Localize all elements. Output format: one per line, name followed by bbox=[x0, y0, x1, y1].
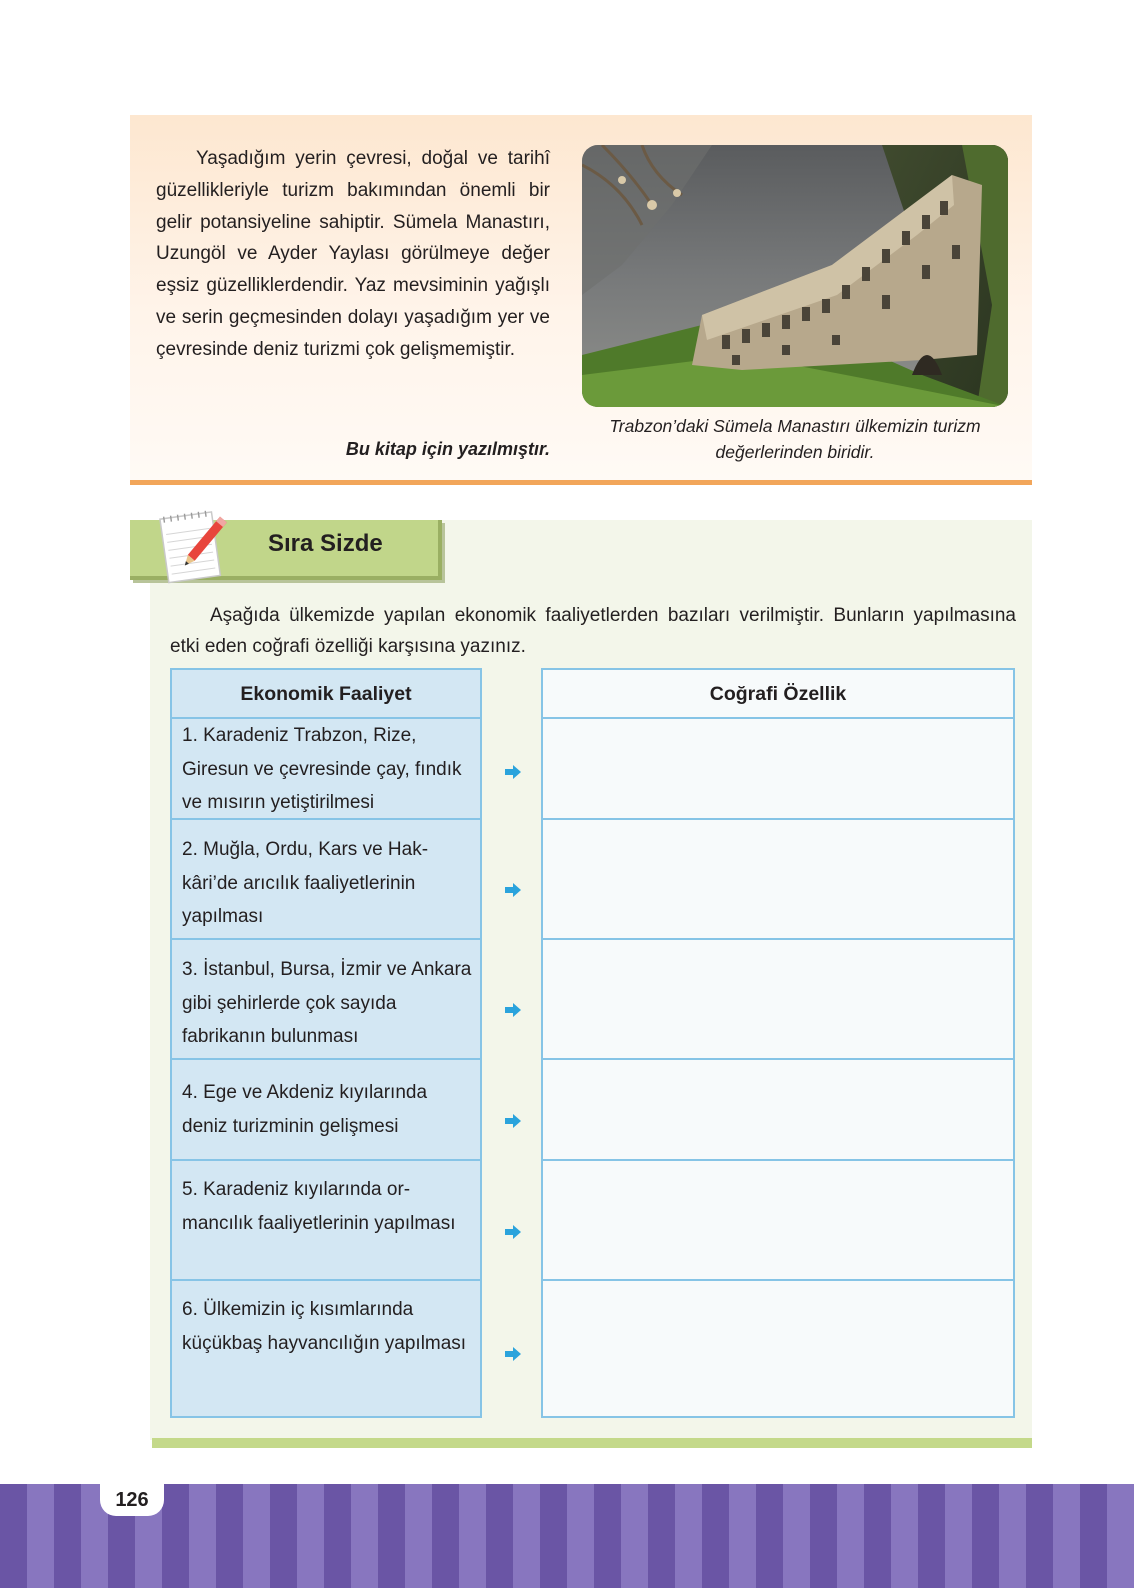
footer-stripes bbox=[0, 1484, 1134, 1588]
arrow-right-icon bbox=[504, 882, 522, 898]
economic-activity-header: Ekonomik Faaliyet bbox=[172, 670, 480, 719]
activity-bottom-bar bbox=[152, 1438, 1032, 1448]
answer-field-5[interactable] bbox=[545, 1159, 1011, 1273]
activity-row-3: 3. İstanbul, Bursa, İzmir ve Ankara gibi şehirlerde çok sayıda fabrikanın bulunması bbox=[182, 959, 472, 1047]
answer-field-2[interactable] bbox=[545, 818, 1011, 932]
page-number: 126 bbox=[115, 1489, 149, 1511]
economic-activity-column bbox=[170, 668, 482, 1418]
answer-field-1[interactable] bbox=[545, 719, 1011, 813]
arrow-right-icon bbox=[504, 1002, 522, 1018]
activity-title: Sıra Sizde bbox=[268, 530, 383, 557]
arrow-right-icon bbox=[504, 764, 522, 780]
answer-field-3[interactable] bbox=[545, 938, 1011, 1052]
reading-box bbox=[130, 115, 1032, 485]
arrow-right-icon bbox=[504, 1224, 522, 1240]
sumela-monastery-photo bbox=[582, 145, 1008, 407]
photo-caption: Trabzon’daki Sümela Manastırı ülkemizin turizm değerlerinden biridir. bbox=[609, 416, 981, 462]
answer-field-6[interactable] bbox=[545, 1279, 1011, 1413]
answer-field-4[interactable] bbox=[545, 1058, 1011, 1153]
monastery-illustration bbox=[582, 145, 1008, 407]
notepad-pencil-icon bbox=[152, 505, 232, 587]
activity-instructions: Aşağıda ülkemizde yapılan ekonomik faaliyetlerden bazıları verilmiştir. Bunların yapılmasına etki eden coğrafi özelliği karşısına yazınız. bbox=[170, 605, 1016, 657]
activity-row-5: 5. Karadeniz kıyılarında ormancılık faaliyetlerinin yapılması bbox=[182, 1179, 456, 1234]
geographic-feature-header: Coğrafi Özellik bbox=[543, 670, 1013, 719]
reading-source: Bu kitap için yazılmıştır. bbox=[345, 439, 550, 459]
arrow-right-icon bbox=[504, 1113, 522, 1129]
activity-row-4: 4. Ege ve Akdeniz kıyılarında deniz turizminin gelişmesi bbox=[182, 1082, 428, 1137]
reading-paragraph: Yaşadığım yerin çevresi, doğal ve tarihî güzellikleriyle turizm bakımından önemli bir gelir potansiyeline sahiptir. Sümela Manastırı, Uzungöl ve Ayder Yaylası görülmeye değer eşsiz güzelliklerdendir. Yaz mevsiminin yağışlı ve serin geçmesinden dolayı yaşadığım yer ve çevresinde deniz turizmi çok gelişmemiştir. bbox=[156, 148, 550, 360]
activity-row-1: 1. Karadeniz Trabzon, Rize, Giresun ve çevresinde çay, fındık ve mısırın yetiştirilmesi bbox=[182, 725, 462, 813]
arrow-right-icon bbox=[504, 1346, 522, 1362]
activity-row-2: 2. Muğla, Ordu, Kars ve Hakkâri’de arıcılık faaliyetlerinin yapılması bbox=[182, 839, 429, 927]
activity-row-6: 6. Ülkemizin iç kısımlarında küçükbaş hayvancılığın yapılması bbox=[182, 1299, 467, 1354]
